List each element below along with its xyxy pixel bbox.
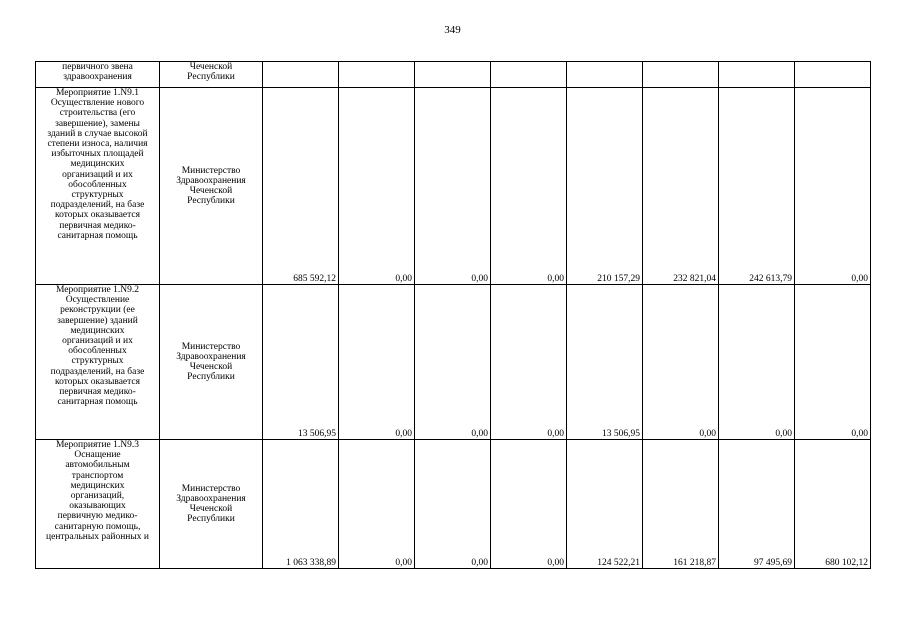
value-cell: 0,00 [795, 285, 871, 440]
value-cell: 13 506,95 [567, 285, 643, 440]
table-row [36, 88, 871, 285]
value-cell: 242 613,79 [719, 88, 795, 285]
value-cell: 680 102,12 [795, 440, 871, 569]
value-cell: 0,00 [491, 285, 567, 440]
value-cell [795, 62, 871, 88]
table-row [36, 285, 871, 440]
value-cell [339, 62, 415, 88]
value-cell: 161 218,87 [643, 440, 719, 569]
value-cell: 0,00 [339, 285, 415, 440]
value-cell: 0,00 [491, 88, 567, 285]
value-cell: 210 157,29 [567, 88, 643, 285]
activity-name-cell: первичного звена здравоохранения [36, 62, 160, 88]
page-number: 349 [444, 24, 461, 36]
value-cell [719, 62, 795, 88]
value-cell: 0,00 [415, 440, 491, 569]
executor-cell: Министерство Здравоохранения Чеченской Республики [160, 440, 263, 569]
value-cell: 13 506,95 [263, 285, 339, 440]
executor-cell: Министерство Здравоохранения Чеченской Республики [160, 285, 263, 440]
value-cell: 97 495,69 [719, 440, 795, 569]
executor-cell: Министерство Здравоохранения Чеченской Республики [160, 88, 263, 285]
value-cell: 124 522,21 [567, 440, 643, 569]
value-cell [415, 62, 491, 88]
budget-table [35, 61, 871, 569]
value-cell: 0,00 [339, 88, 415, 285]
value-cell: 0,00 [491, 440, 567, 569]
value-cell [643, 62, 719, 88]
table-row [36, 62, 871, 88]
executor-cell: Чеченской Республики [160, 62, 263, 88]
value-cell: 0,00 [719, 285, 795, 440]
value-cell: 232 821,04 [643, 88, 719, 285]
value-cell: 0,00 [339, 440, 415, 569]
value-cell: 0,00 [643, 285, 719, 440]
value-cell [567, 62, 643, 88]
table-row [36, 440, 871, 569]
value-cell: 0,00 [415, 285, 491, 440]
activity-name-cell: Мероприятие 1.N9.3 Оснащение автомобильным транспортом медицинских организаций, оказывающих первичную медико- санитарную помощь, центральных районных и [36, 440, 160, 569]
activity-name-cell: Мероприятие 1.N9.2 Осуществление реконструкции (ее завершение) зданий медицинских организаций и их обособленных структурных подразделений, на базе которых оказывается первичная медико- санитарная помощь [36, 285, 160, 440]
value-cell [263, 62, 339, 88]
value-cell: 1 063 338,89 [263, 440, 339, 569]
value-cell: 0,00 [795, 88, 871, 285]
value-cell [491, 62, 567, 88]
activity-name-cell: Мероприятие 1.N9.1 Осуществление нового строительства (его завершение), замены зданий в случае высокой степени износа, наличия избыточных площадей медицинских организаций и их обособленных структурных подразделений, на базе которых оказывается первичная медико- санитарная помощь [36, 88, 160, 285]
value-cell: 685 592,12 [263, 88, 339, 285]
value-cell: 0,00 [415, 88, 491, 285]
